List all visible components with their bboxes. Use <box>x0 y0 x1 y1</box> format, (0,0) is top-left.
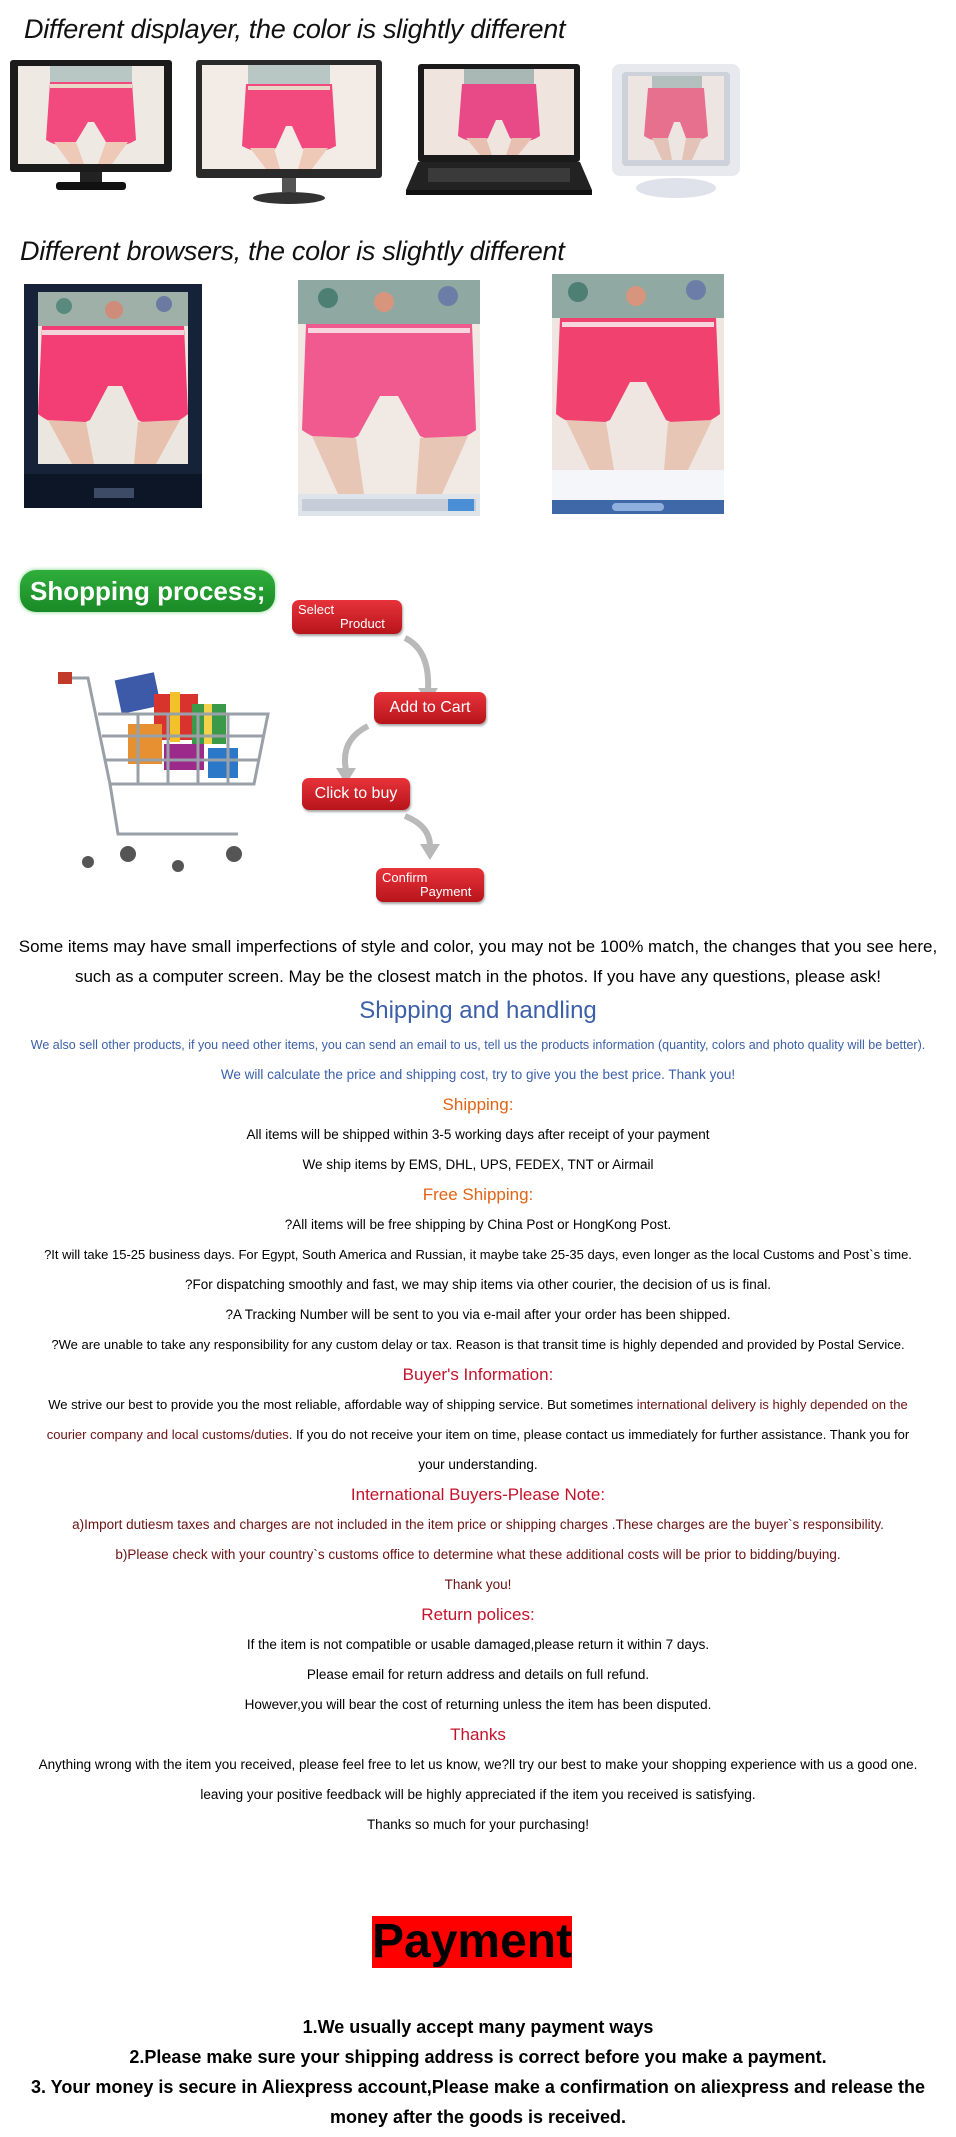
step-select-product <box>292 600 402 634</box>
buyers-info-text-2a: courier company and local customs/duties <box>46 1427 289 1442</box>
free-shipping-line-5: ?We are unable to take any responsibility for any custom delay or tax. Reason is that transit time is highly depended and provided by Postal Service. <box>51 1337 905 1352</box>
buyers-info-text-2b: . If you do not receive your item on time, please contact us immediately for further assistance. Thank you for <box>288 1427 910 1442</box>
returns-line-1: If the item is not compatible or usable damaged,please return it within 7 days. <box>246 1637 710 1652</box>
intl-note-line-3: Thank you! <box>444 1577 512 1592</box>
displayer-heading: Different displayer, the color is slightly different <box>24 14 566 44</box>
intl-note-line-2: b)Please check with your country`s customs office to determine what these additional costs will be prior to bidding/buying. <box>115 1547 841 1562</box>
browser-1-image <box>24 284 202 508</box>
disclaimer-line-2: such as a computer screen. May be the closest match in the photos. If you have any questions, please ask! <box>74 967 882 986</box>
free-shipping-line-1: ?All items will be free shipping by China Post or HongKong Post. <box>284 1217 672 1232</box>
step-add-to-cart: Add to Cart <box>374 692 486 724</box>
monitor-2-image <box>196 60 382 206</box>
payment-line-3: 3. Your money is secure in Aliexpress account,Please make a confirmation on aliexpress and release the <box>30 2077 926 2097</box>
buyers-info-title: Buyer's Information: <box>402 1365 554 1384</box>
free-shipping-line-3: ?For dispatching smoothly and fast, we may ship items via other courier, the decision of us is final. <box>184 1277 772 1292</box>
payment-line-4: money after the goods is received. <box>329 2107 627 2127</box>
also-sell-line-2: We will calculate the price and shipping cost, try to give you the best price. Thank you! <box>220 1067 736 1082</box>
shipping-line-2: We ship items by EMS, DHL, UPS, FEDEX, TNT or Airmail <box>302 1157 654 1172</box>
buyers-info-line-1 <box>0 1390 956 1420</box>
laptop-image <box>406 64 592 196</box>
returns-line-2: Please email for return address and details on full refund. <box>306 1667 650 1682</box>
crt-monitor-image <box>612 64 740 200</box>
shipping-handling-title: Shipping and handling <box>359 997 597 1024</box>
step-click-to-buy: Click to buy <box>302 778 410 810</box>
thanks-title: Thanks <box>450 1725 506 1744</box>
payment-heading: Payment <box>372 1915 573 1968</box>
step-confirm-payment <box>376 868 484 902</box>
free-shipping-title: Free Shipping: <box>422 1185 534 1204</box>
thanks-line-2: leaving your positive feedback will be highly appreciated if the item you received is satisfying. <box>200 1787 756 1802</box>
step-1-line1: Select <box>298 602 335 617</box>
step-4-line1: Confirm <box>382 870 428 885</box>
payment-line-1: 1.We usually accept many payment ways <box>302 2017 654 2037</box>
thanks-line-3: Thanks so much for your purchasing! <box>366 1817 590 1832</box>
browser-2-image <box>298 280 480 516</box>
buyers-info-line-2 <box>0 1420 956 1450</box>
monitor-1-image <box>10 60 172 200</box>
thanks-line-1: Anything wrong with the item you received, please feel free to let us know, we?ll try our best to make your shopping experience with us a good one. <box>38 1757 918 1772</box>
free-shipping-line-2: ?It will take 15-25 business days. For Egypt, South America and Russian, it maybe take 25-35 days, even longer as the local Customs and Post`s time. <box>44 1247 912 1262</box>
shipping-section-title: Shipping: <box>442 1095 514 1114</box>
shopping-process-badge: Shopping process; <box>20 570 275 612</box>
also-sell-line-1: We also sell other products, if you need other items, you can send an email to us, tell us the products information (quantity, colors and photo quality will be better). <box>30 1038 926 1052</box>
payment-line-2: 2.Please make sure your shipping address is correct before you make a payment. <box>129 2047 827 2067</box>
browser-heading: Different browsers, the color is slightly different <box>20 236 565 266</box>
shipping-line-1: All items will be shipped within 3-5 working days after receipt of your payment <box>246 1127 710 1142</box>
returns-line-3: However,you will bear the cost of returning unless the item has been disputed. <box>244 1697 712 1712</box>
free-shipping-line-4: ?A Tracking Number will be sent to you via e-mail after your order has been shipped. <box>225 1307 731 1322</box>
returns-title: Return polices: <box>421 1605 535 1624</box>
flow-arrows <box>300 630 500 880</box>
intl-note-line-1: a)Import dutiesm taxes and charges are not included in the item price or shipping charges .These charges are the buyer`s responsibility. <box>72 1517 884 1532</box>
shopping-cart-image <box>58 664 272 880</box>
buyers-info-line-3: your understanding. <box>418 1457 538 1472</box>
buyers-info-text-1b: international delivery is highly depended on the <box>636 1397 908 1412</box>
step-4-line2: Payment <box>420 884 472 899</box>
step-1-line2: Product <box>340 616 385 631</box>
buyers-info-text-1a: We strive our best to provide you the most reliable, affordable way of shipping service. But sometimes <box>48 1397 637 1412</box>
disclaimer-line-1: Some items may have small imperfections of style and color, you may not be 100% match, the changes that you see here, <box>18 937 938 956</box>
intl-note-title: International Buyers-Please Note: <box>350 1485 606 1504</box>
browser-3-image <box>552 274 724 514</box>
